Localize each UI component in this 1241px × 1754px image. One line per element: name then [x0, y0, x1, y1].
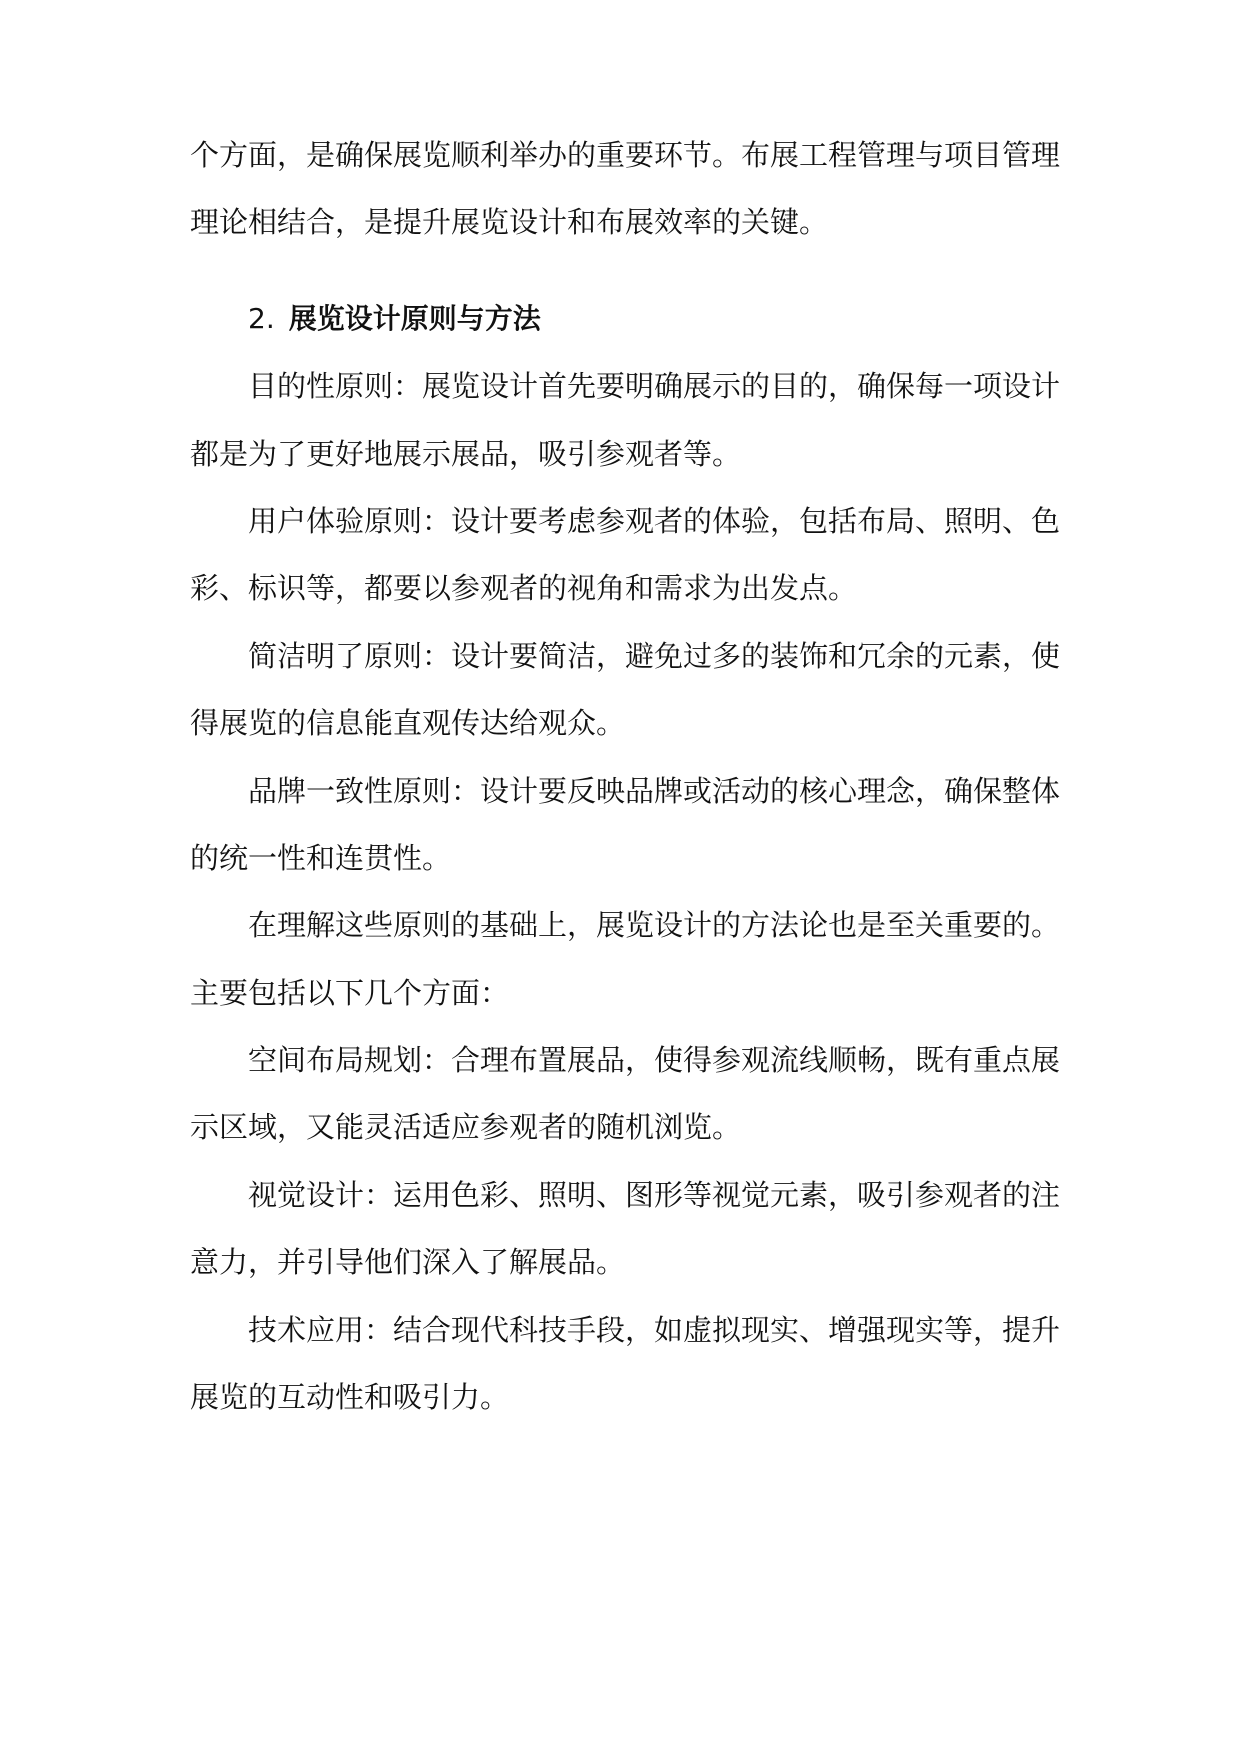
- paragraph-3-line-2: 得展览的信息能直观传达给观众。: [190, 706, 626, 740]
- intro-line-2: 理论相结合，是提升展览设计和布展效率的关键。: [190, 205, 829, 239]
- paragraph-6-line-2: 示区域，又能灵活适应参观者的随机浏览。: [190, 1110, 742, 1144]
- paragraph-5-line-2: 主要包括以下几个方面：: [190, 976, 510, 1010]
- paragraph-3-line-1: 简洁明了原则：设计要简洁，避免过多的装饰和冗余的元素，使: [248, 639, 1061, 673]
- section-title: 展览设计原则与方法: [288, 302, 541, 335]
- paragraph-1-line-2: 都是为了更好地展示展品，吸引参观者等。: [190, 437, 742, 471]
- paragraph-2-line-1: 用户体验原则：设计要考虑参观者的体验，包括布局、照明、色: [248, 504, 1061, 538]
- paragraph-1-line-1: 目的性原则：展览设计首先要明确展示的目的，确保每一项设计: [248, 369, 1061, 403]
- paragraph-7-line-2: 意力，并引导他们深入了解展品。: [190, 1245, 626, 1279]
- section-number: 2.: [248, 302, 275, 335]
- paragraph-2-line-2: 彩、标识等，都要以参观者的视角和需求为出发点。: [190, 571, 858, 605]
- section-heading: [248, 299, 1070, 339]
- paragraph-6-line-1: 空间布局规划：合理布置展品，使得参观流线顺畅，既有重点展: [248, 1043, 1061, 1077]
- paragraph-4-line-2: 的统一性和连贯性。: [190, 841, 452, 875]
- paragraph-7-line-1: 视觉设计：运用色彩、照明、图形等视觉元素，吸引参观者的注: [248, 1178, 1061, 1212]
- paragraph-4-line-1: 品牌一致性原则：设计要反映品牌或活动的核心理念，确保整体: [248, 774, 1061, 808]
- intro-line-1: 个方面，是确保展览顺利举办的重要环节。布展工程管理与项目管理: [190, 138, 1061, 172]
- paragraph-8-line-2: 展览的互动性和吸引力。: [190, 1380, 510, 1414]
- paragraph-8-line-1: 技术应用：结合现代科技手段，如虚拟现实、增强现实等，提升: [248, 1313, 1061, 1347]
- paragraph-5-line-1: 在理解这些原则的基础上，展览设计的方法论也是至关重要的。: [248, 908, 1061, 942]
